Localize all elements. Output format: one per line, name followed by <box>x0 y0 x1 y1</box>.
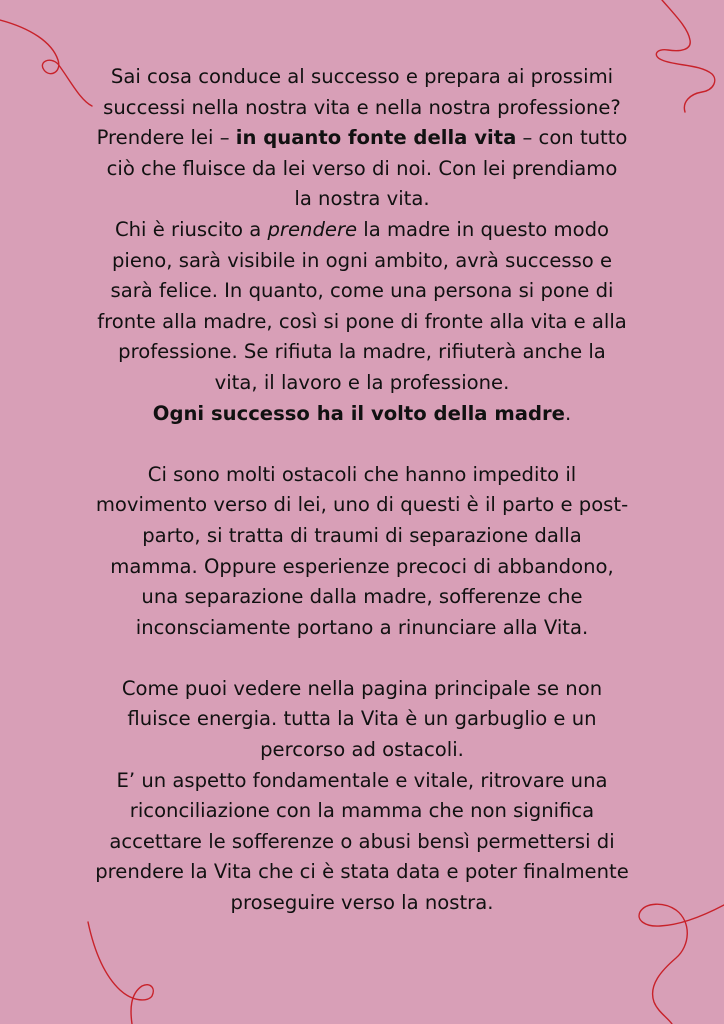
paragraph-spacer <box>50 429 674 460</box>
text-line: percorso ad ostacoli. <box>260 738 464 762</box>
text-line: proseguire verso la nostra. <box>230 891 494 915</box>
text-line: fronte alla madre, così si pone di fronte alla vita e alla <box>97 309 627 333</box>
paragraph-obstacles <box>50 460 674 644</box>
text-line: accettare le sofferenze o abusi bensì permettersi di <box>109 829 615 853</box>
swirl-bottom-right <box>639 904 724 1024</box>
paragraph-spacer <box>50 643 674 674</box>
paragraph-intro <box>50 62 674 215</box>
article-text <box>50 62 674 919</box>
paragraph-key-statement <box>50 399 674 430</box>
text-line: ciò che fluisce da lei verso di noi. Con lei prendiamo <box>106 156 618 180</box>
text-line: Sai cosa conduce al successo e prepara ai prossimi <box>110 65 614 88</box>
text-line: E’ un aspetto fondamentale e vitale, ritrovare una <box>116 768 608 792</box>
text-line: la madre in questo modo <box>357 217 610 241</box>
text-line: Come puoi vedere nella pagina principale se non <box>121 676 603 700</box>
text-line: inconsciamente portano a rinunciare alla Vita. <box>135 615 589 639</box>
text-line: – con tutto <box>516 126 628 150</box>
text-line: riconciliazione con la mamma che non significa <box>129 799 595 823</box>
text-line: fluisce energia. tutta la Vita è un garbuglio e un <box>127 707 597 731</box>
italic-emphasis: prendere <box>267 217 358 241</box>
text-line: mamma. Oppure esperienze precoci di abbandono, <box>110 554 614 578</box>
text-line: . <box>564 401 572 425</box>
text-line: parto, si tratta di traumi di separazione dalla <box>142 523 582 547</box>
paragraph-energy <box>50 674 674 766</box>
text-line: sarà felice. In quanto, come una persona si pone di <box>110 279 614 303</box>
text-line: vita, il lavoro e la professione. <box>214 370 510 394</box>
text-line: prendere la Vita che ci è stata data e poter finalmente <box>95 860 629 884</box>
text-line: Ci sono molti ostacoli che hanno impedito il <box>147 462 577 486</box>
key-statement: Ogni successo ha il volto della madre <box>152 401 565 425</box>
text-line: una separazione dalla madre, sofferenze che <box>141 585 583 609</box>
paragraph-reconciliation <box>50 766 674 919</box>
text-line: Prendere lei – <box>96 126 236 150</box>
swirl-bottom-left <box>88 922 153 1024</box>
paragraph-mother <box>50 215 674 399</box>
bold-emphasis: in quanto fonte della vita <box>235 126 517 150</box>
text-line: professione. Se rifiuta la madre, rifiuterà anche la <box>118 340 606 364</box>
text-line: Chi è riuscito a <box>114 217 268 241</box>
text-line: successi nella nostra vita e nella nostra professione? <box>103 95 621 119</box>
text-line: pieno, sarà visibile in ogni ambito, avrà successo e <box>111 248 613 272</box>
text-line: la nostra vita. <box>294 187 430 211</box>
text-line: movimento verso di lei, uno di questi è il parto e post- <box>95 493 629 517</box>
